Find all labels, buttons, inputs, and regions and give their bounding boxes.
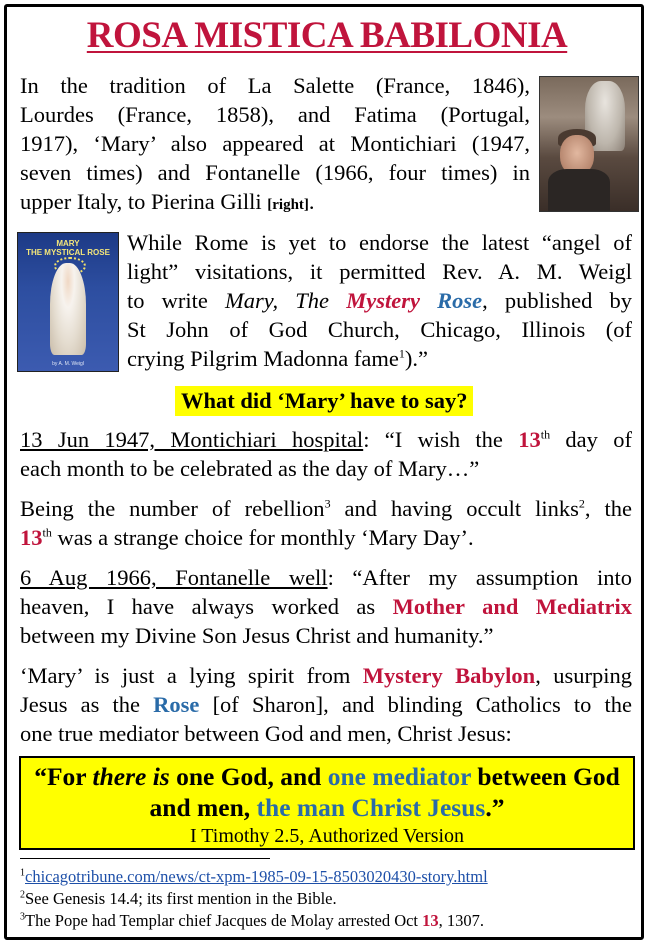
text-line: Jesus as the Rose [of Sharon], and blinding Catholics to the [20, 692, 632, 717]
text-line: 6 Aug 1966, Fontanelle well: “After my assumption into [20, 565, 632, 590]
text-line: In the tradition of La Salette (France, 1846), [20, 73, 530, 98]
weigl-paragraph [127, 228, 632, 373]
text-line: 1917), ‘Mary’ also appeared at Montichiari (1947, [20, 131, 530, 156]
text-line: 13 Jun 1947, Montichiari hospital: “I wish the 13th day of [20, 427, 632, 452]
footnote-link[interactable]: chicagotribune.com/news/ct-xpm-1985-09-15-8503020430-story.html [25, 867, 488, 886]
text-line: seven times) and Fontanelle (1966, four times) in [20, 160, 530, 185]
text-line: upper Italy, to Pierina Gilli [right]. [20, 189, 315, 214]
footnote-ref: 1 [398, 346, 405, 361]
text-line: one true mediator between God and men, Christ Jesus: [20, 721, 512, 746]
question-heading: What did ‘Mary’ have to say? [175, 386, 473, 416]
quote1-paragraph [20, 425, 632, 483]
quote1-source: 13 Jun 1947, Montichiari hospital [20, 427, 364, 452]
footnote-divider [20, 858, 270, 859]
mystery-word: Mystery [346, 288, 420, 313]
madonna-figure [50, 263, 86, 355]
text-line: between my Divine Son Jesus Christ and humanity.” [20, 623, 494, 648]
text-line: to write Mary, The Mystery Rose, published by [127, 288, 633, 313]
conclusion-paragraph [20, 661, 632, 748]
footnote-2: $^2$See Genesis 14.4; its first mention in the Bible. [20, 889, 337, 908]
comment1-paragraph [20, 494, 632, 552]
text-line: Being the number of rebellion$^3$ and having occult links$^2$, the [20, 496, 632, 521]
text-line: While Rome is yet to endorse the latest “angel of [127, 230, 632, 255]
text-line: heaven, I have always worked as Mother and Mediatrix [20, 594, 632, 619]
footnote-ref: 2 [578, 496, 585, 511]
verse-line: “For there is one God, and one mediator between God [34, 762, 620, 791]
rose-word: Rose [437, 288, 483, 313]
book-author: by A. M. Weigl [52, 361, 84, 367]
book-title-line1: MARY [56, 239, 80, 248]
verse-reference: I Timothy 2.5, Authorized Version [189, 825, 465, 847]
right-note: [right] [267, 197, 309, 213]
text-line: 13th was a strange choice for monthly ‘Mary Day’. [20, 525, 474, 550]
quote2-source: 6 Aug 1966, Fontanelle well [20, 565, 328, 590]
text-line: crying Pilgrim Madonna fame$^1$).” [127, 346, 428, 371]
book-cover-image [17, 232, 119, 372]
page-title: ROSA MISTICA BABILONIA [86, 15, 568, 56]
text-line: ‘Mary’ is just a lying spirit from Mystery Babylon, usurping [20, 663, 633, 688]
scripture-box [19, 756, 635, 850]
footnote-1: $^1$chicagotribune.com/news/ct-xpm-1985-09-15-8503020430-story.html [20, 867, 488, 886]
quote2-paragraph [20, 563, 632, 650]
text-line: each month to be celebrated as the day of Mary…” [20, 456, 480, 481]
book-title-line2: THE MYSTICAL ROSE [26, 248, 110, 257]
text-line: light” visitations, it permitted Rev. A. M. Weigl [127, 259, 632, 284]
footnote-ref: 3 [324, 496, 331, 511]
text-line: St John of God Church, Chicago, Illinois (of [127, 317, 632, 342]
intro-paragraph [20, 71, 530, 220]
verse-line: and men, the man Christ Jesus.” [149, 793, 505, 822]
footnote-3: $^3$The Pope had Templar chief Jacques de Molay arrested Oct 13, 1307. [20, 911, 485, 930]
pierina-gilli-photo [539, 76, 639, 212]
text-line: Lourdes (France, 1858), and Fatima (Portugal, [20, 102, 530, 127]
